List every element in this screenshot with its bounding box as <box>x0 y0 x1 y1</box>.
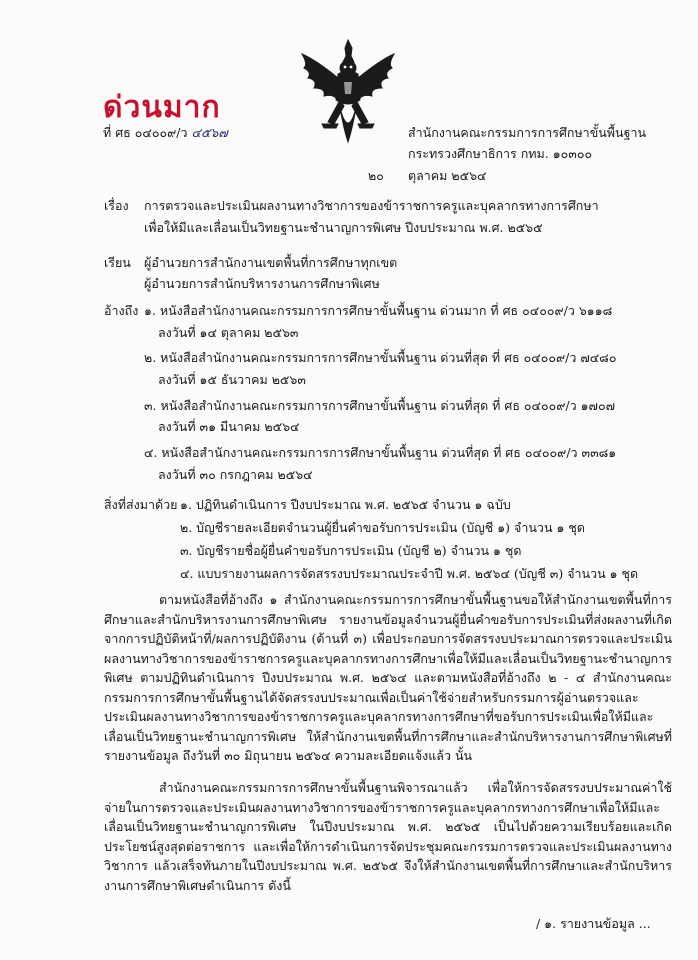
reference-3-line-2: ลงวันที่ ๓๑ มีนาคม ๒๕๖๔ <box>158 419 300 434</box>
body-paragraph-1-text: ตามหนังสือที่อ้างถึง ๑ สำนักงานคณะกรรมการการศึกษาขั้นพื้นฐานขอให้สำนักงานเขตพื้นที่การศึกษาและสำนักบริหารงานการศึกษาพิเศษ รายงานข้อมูลจำนวนผู้ยื่นคำขอรับการประเมินที่ส่งผลงานที่เกิดจากการปฏิบัติหน้าที่/ผลการปฏิบัติงาน (ด้านที่ ๓) เพื่อประกอบการจัดสรรงบประมาณการตรวจและประเมินผลงานทางวิชาการของข้าราชการครูและบุคลากรทางการศึกษาเพื่อให้มีและเลื่อนเป็นวิทยฐานะชำนาญการพิเศษ ตามปฏิทินดำเนินการ ปีงบประมาณ พ.ศ. ๒๕๖๔ และตามหนังสือที่อ้างถึง ๒ - ๔ สำนักงานคณะกรรมการการศึกษาขั้นพื้นฐานได้จัดสรรงบประมาณเพื่อเป็นค่าใช้จ่ายสำหรับกรรมการผู้อ่านตรวจและประเมินผลงานทางวิชาการของข้าราชการครูและบุคลากรทางการศึกษาที่ขอรับการประเมินเพื่อให้มีและเลื่อนเป็นวิทยฐานะชำนาญการพิเศษ ให้สำนักงานเขตพื้นที่การศึกษาและสำนักบริหารงานการศึกษาพิเศษที่รายงานข้อมูล ถึงวันที่ ๓๐ มิถุนายน ๒๕๖๔ ความละเอียดแจ้งแล้ว นั้น <box>104 592 672 763</box>
reference-4-line-2: ลงวันที่ ๓๐ กรกฎาคม ๒๕๖๔ <box>158 467 313 482</box>
enclosure-4: ๔. แบบรายงานผลการจัดสรรงบประมาณประจำปี พ.ศ. ๒๕๖๔ (บัญชี ๓) จำนวน ๑ ชุด <box>180 566 639 581</box>
enclosure-1: ๑. ปฏิทินดำเนินการ ปีงบประมาณ พ.ศ. ๒๕๖๕ จำนวน ๑ ฉบับ <box>180 497 511 512</box>
body-paragraph-1 <box>104 590 672 766</box>
enclosure-3: ๓. บัญชีรายชื่อผู้ยื่นคำขอรับการประเมิน (บัญชี ๒) จำนวน ๑ ชุด <box>180 543 522 558</box>
reference-1-line-2: ลงวันที่ ๑๔ ตุลาคม ๒๕๖๓ <box>158 325 299 340</box>
date-day: ๒๐ <box>368 168 384 183</box>
references-label: อ้างถึง <box>104 303 139 318</box>
body-paragraph-2 <box>104 778 672 895</box>
addressee-line-2: ผู้อำนวยการสำนักบริหารงานการศึกษาพิเศษ <box>144 276 380 291</box>
reference-number-handwritten: ๔๕๖๗ <box>191 125 228 140</box>
reference-4-line-1: ๔. หนังสือสำนักงานคณะกรรมการการศึกษาขั้นพื้นฐาน ด่วนที่สุด ที่ ศธ ๐๔๐๐๙/ว ๓๓๘๑ <box>144 445 617 460</box>
reference-2-line-1: ๒. หนังสือสำนักงานคณะกรรมการการศึกษาขั้นพื้นฐาน ด่วนที่สุด ที่ ศธ ๐๔๐๐๙/ว ๗๔๘๐ <box>144 350 617 365</box>
reference-2-line-2: ลงวันที่ ๑๕ ธันวาคม ๒๕๖๓ <box>158 372 306 387</box>
continuation-note: / ๑. รายงานข้อมูล ... <box>536 916 651 931</box>
reference-number <box>103 125 228 140</box>
addressee-label: เรียน <box>104 255 131 270</box>
garuda-emblem-icon <box>296 38 401 148</box>
subject-label: เรื่อง <box>104 198 129 213</box>
urgency-stamp: ด่วนมาก <box>103 90 221 125</box>
subject-line-1: การตรวจและประเมินผลงานทางวิชาการของข้าราชการครูและบุคลากรทางการศึกษา <box>144 198 599 213</box>
addressee-line-1: ผู้อำนวยการสำนักงานเขตพื้นที่การศึกษาทุกเขต <box>144 255 398 270</box>
enclosure-2: ๒. บัญชีรายละเอียดจำนวนผู้ยื่นคำขอรับการประเมิน (บัญชี ๑) จำนวน ๑ ชุด <box>180 520 585 535</box>
enclosures-label: สิ่งที่ส่งมาด้วย <box>104 497 178 512</box>
reference-3-line-1: ๓. หนังสือสำนักงานคณะกรรมการการศึกษาขั้นพื้นฐาน ด่วนที่สุด ที่ ศธ ๐๔๐๐๙/ว ๑๗๐๗ <box>144 398 615 413</box>
reference-number-prefix: ที่ ศธ ๐๔๐๐๙/ว <box>103 125 188 140</box>
date-month-year: ตุลาคม ๒๕๖๔ <box>408 168 487 183</box>
office-address: กระทรวงศึกษาธิการ กทม. ๑๐๓๐๐ <box>408 146 593 161</box>
subject-line-2: เพื่อให้มีและเลื่อนเป็นวิทยฐานะชำนาญการพิเศษ ปีงบประมาณ พ.ศ. ๒๕๖๕ <box>144 220 543 235</box>
office-name: สำนักงานคณะกรรมการการศึกษาขั้นพื้นฐาน <box>408 125 647 140</box>
reference-1-line-1: ๑. หนังสือสำนักงานคณะกรรมการการศึกษาขั้นพื้นฐาน ด่วนมาก ที่ ศธ ๐๔๐๐๙/ว ๖๑๑๘ <box>144 303 613 318</box>
body-paragraph-2-text: สำนักงานคณะกรรมการการศึกษาขั้นพื้นฐานพิจารณาแล้ว เพื่อให้การจัดสรรงบประมาณค่าใช้จ่ายในการตรวจและประเมินผลงานทางวิชาการของข้าราชการครูและบุคลากรทางการศึกษาเพื่อให้มีและเลื่อนเป็นวิทยฐานะชำนาญการพิเศษ ในปีงบประมาณ พ.ศ. ๒๕๖๕ เป็นไปด้วยความเรียบร้อยและเกิดประโยชน์สูงสุดต่อราชการ และเพื่อให้การดำเนินการจัดประชุมคณะกรรมการตรวจและประเมินผลงานทางวิชาการ แล้วเสร็จทันภายในปีงบประมาณ พ.ศ. ๒๕๖๕ จึงให้สำนักงานเขตพื้นที่การศึกษาและสำนักบริหารงานการศึกษาพิเศษดำเนินการ ดังนี้ <box>104 780 672 893</box>
